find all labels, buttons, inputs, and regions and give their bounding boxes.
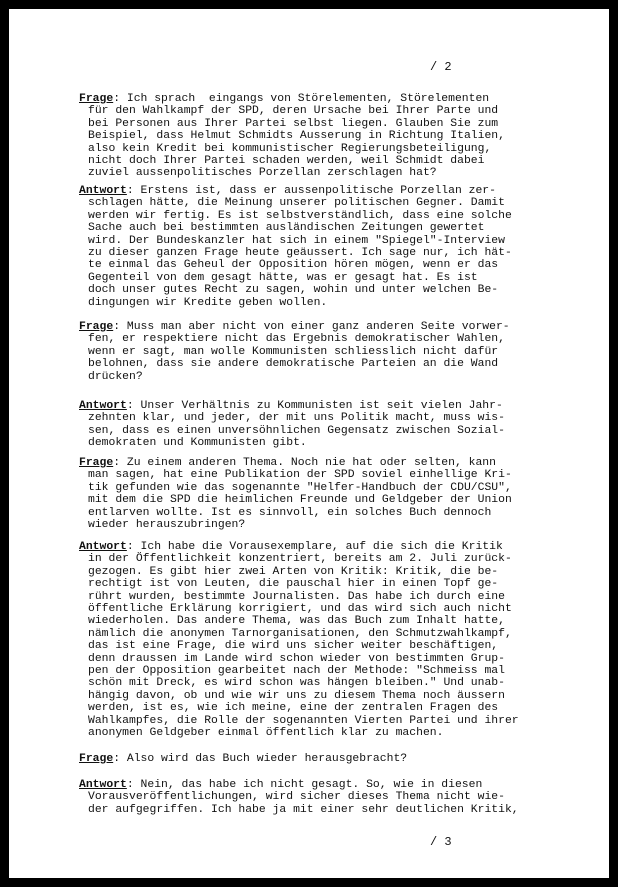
- answer-block: Antwort: Ich habe die Vorausexemplare, auf die sich die Kritik in der Öffentlichkeit konzentriert, bereits am 2. Juli zurück- gezogen. Es gibt hier zwei Arten von Kritik: Kritik, die be- rechtigt ist von Leuten, die pauschal hier in einen Topf ge- rührt wurden, bestimmte Journalisten. Das habe ich durch eine öffentliche Erklärung korrigiert, und das wird sich auch nicht wiederholen. Das andere Thema, was das Buch zum Inhalt hatte, nämlich die anonymen Tarnorganisationen, den Schmutzwahlkampf, das ist eine Frage, die wird uns sicher weiter beschäftigen, denn draussen im Lande wird schon wieder von bestimmten Grup- pen der Opposition gearbeitet nach der Methode: "Schmeiss mal schön mit Dreck, es wird schon was hängen bleiben." Und unab- hängig davon, ob und wie wir uns zu diesem Thema noch äussern werden, ist es, wie ich meine, eine der zentralen Fragen des Wahlkampfes, die Rolle der sogenannten Vierten Partei und ihrer anonymen Geldgeber einmal öffentlich klar zu machen.: [79, 541, 541, 740]
- question-block: Frage: Also wird das Buch wieder herausgebracht?: [79, 753, 408, 765]
- document-page: [9, 9, 609, 878]
- speaker-label: Antwort: [79, 541, 127, 553]
- speaker-label: Frage: [79, 753, 114, 765]
- speaker-label: Antwort: [79, 779, 127, 791]
- answer-block: Antwort: Nein, das habe ich nicht gesagt. So, wie in diesen Vorausveröffentlichungen, wird sicher dieses Thema nicht wie- der aufgegriffen. Ich habe ja mit einer sehr deutlichen Kritik,: [79, 779, 541, 816]
- speaker-label: Antwort: [79, 185, 127, 197]
- page-number-bottom: / 3: [430, 835, 452, 849]
- block-body: zehnten klar, und jeder, der mit uns Politik macht, muss wis- sen, dass es einen unversöhnlichen Gegensatz zwischen Sozial- demokraten und Kommunisten gibt.: [88, 412, 505, 450]
- block-body: schlagen hätte, die Meinung unserer politischen Gegner. Damit werden wir fertig. Es ist selbstverständlich, dass eine solche Sache auch bei bestimmten ausländischen Zeitungen gewertet wird. Der Bundeskanzler hat sich in einem "Spiegel"-Interview zu dieser ganzen Frage heute geäussert. Ich sage nur, ich hät- te einmal das Geheul der Opposition hören mögen, wenn er das Gegenteil von dem gesagt hätte, was er gesagt hat. Es ist doch unser gutes Recht zu sagen, wohin und unter welchen Be- dingungen wir Kredite geben wollen.: [88, 197, 512, 309]
- speaker-label: Frage: [79, 321, 114, 333]
- page-number-top: / 2: [430, 60, 452, 74]
- question-block: Frage: Zu einem anderen Thema. Noch nie hat oder selten, kann man sagen, hat eine Publikation der SPD soviel einhellige Kri- tik gefunden wie das sogenannte "Helfer-Handbuch der CDU/CSU", mit dem die SPD die heimlichen Freunde und Geldgeber der Union entlarven wollte. Ist es sinnvoll, ein solches Buch dennoch wieder herauszubringen?: [79, 457, 541, 531]
- speaker-label: Antwort: [79, 400, 127, 412]
- speaker-label: Frage: [79, 457, 114, 469]
- block-body: fen, er respektiere nicht das Ergebnis demokratischer Wahlen, wenn er sagt, man wolle Kommunisten schliesslich nicht dafür belohnen, dass sie andere demokratische Parteien an die Wand drücken?: [88, 333, 505, 383]
- question-block: Frage: Muss man aber nicht von einer ganz anderen Seite vorwer- fen, er respektiere nicht das Ergebnis demokratischer Wahlen, wenn er sagt, man wolle Kommunisten schliesslich nicht dafür belohnen, dass sie andere demokratische Parteien an die Wand drücken?: [79, 321, 541, 383]
- speaker-label: Frage: [79, 93, 114, 105]
- answer-block: Antwort: Erstens ist, dass er aussenpolitische Porzellan zer- schlagen hätte, die Meinung unserer politischen Gegner. Damit werden wir fertig. Es ist selbstverständlich, dass eine solche Sache auch bei bestimmten ausländischen Zeitungen gewertet wird. Der Bundeskanzler hat sich in einem "Spiegel"-Interview zu dieser ganzen Frage heute geäussert. Ich sage nur, ich hät- te einmal das Geheul der Opposition hören mögen, wenn er das Gegenteil von dem gesagt hätte, was er gesagt hat. Es ist doch unser gutes Recht zu sagen, wohin und unter welchen Be- dingungen wir Kredite geben wollen.: [79, 185, 541, 309]
- block-body: in der Öffentlichkeit konzentriert, bereits am 2. Juli zurück- gezogen. Es gibt hier zwei Arten von Kritik: Kritik, die be- rechtigt ist von Leuten, die pauschal hier in einen Topf ge- rührt wurden, bestimmte Journalisten. Das habe ich durch eine öffentliche Erklärung korrigiert, und das wird sich auch nicht wiederholen. Das andere Thema, was das Buch zum Inhalt hatte, nämlich die anonymen Tarnorganisationen, den Schmutzwahlkampf, das ist eine Frage, die wird uns sicher weiter beschäftigen, denn draussen im Lande wird schon wieder von bestimmten Grup- pen der Opposition gearbeitet nach der Methode: "Schmeiss mal schön mit Dreck, es wird schon was hängen bleiben." Und unab- hängig davon, ob und wie wir uns zu diesem Thema noch äussern werden, ist es, wie ich meine, eine der zentralen Fragen des Wahlkampfes, die Rolle der sogenannten Vierten Partei und ihrer anonymen Geldgeber einmal öffentlich klar zu machen.: [88, 553, 519, 740]
- block-body: Vorausveröffentlichungen, wird sicher dieses Thema nicht wie- der aufgegriffen. Ich habe ja mit einer sehr deutlichen Kritik,: [88, 791, 519, 816]
- block-body: für den Wahlkampf der SPD, deren Ursache bei Ihrer Parte und bei Personen aus Ihrer Partei selbst liegen. Glauben Sie zum Beispiel, dass Helmut Schmidts Ausserung in Richtung Italien, also kein Kredit bei kommunistischer Regierungsbeteiligung, nicht doch Ihrer Partei schaden werden, weil Schmidt dabei zuviel aussenpolitisches Porzellan zerschlagen hat?: [88, 105, 505, 180]
- question-block: Frage: Ich sprach eingangs von Störelementen, Störelementen für den Wahlkampf der SPD, deren Ursache bei Ihrer Parte und bei Personen aus Ihrer Partei selbst liegen. Glauben Sie zum Beispiel, dass Helmut Schmidts Ausserung in Richtung Italien, also kein Kredit bei kommunistischer Regierungsbeteiligung, nicht doch Ihrer Partei schaden werden, weil Schmidt dabei zuviel aussenpolitisches Porzellan zerschlagen hat?: [79, 93, 541, 180]
- answer-block: Antwort: Unser Verhältnis zu Kommunisten ist seit vielen Jahr- zehnten klar, und jeder, der mit uns Politik macht, muss wis- sen, dass es einen unversöhnlichen Gegensatz zwischen Sozial- demokraten und Kommunisten gibt.: [79, 400, 541, 450]
- block-body: man sagen, hat eine Publikation der SPD soviel einhellige Kri- tik gefunden wie das sogenannte "Helfer-Handbuch der CDU/CSU", mit dem die SPD die heimlichen Freunde und Geldgeber der Union entlarven wollte. Ist es sinnvoll, ein solches Buch dennoch wieder herauszubringen?: [88, 469, 512, 532]
